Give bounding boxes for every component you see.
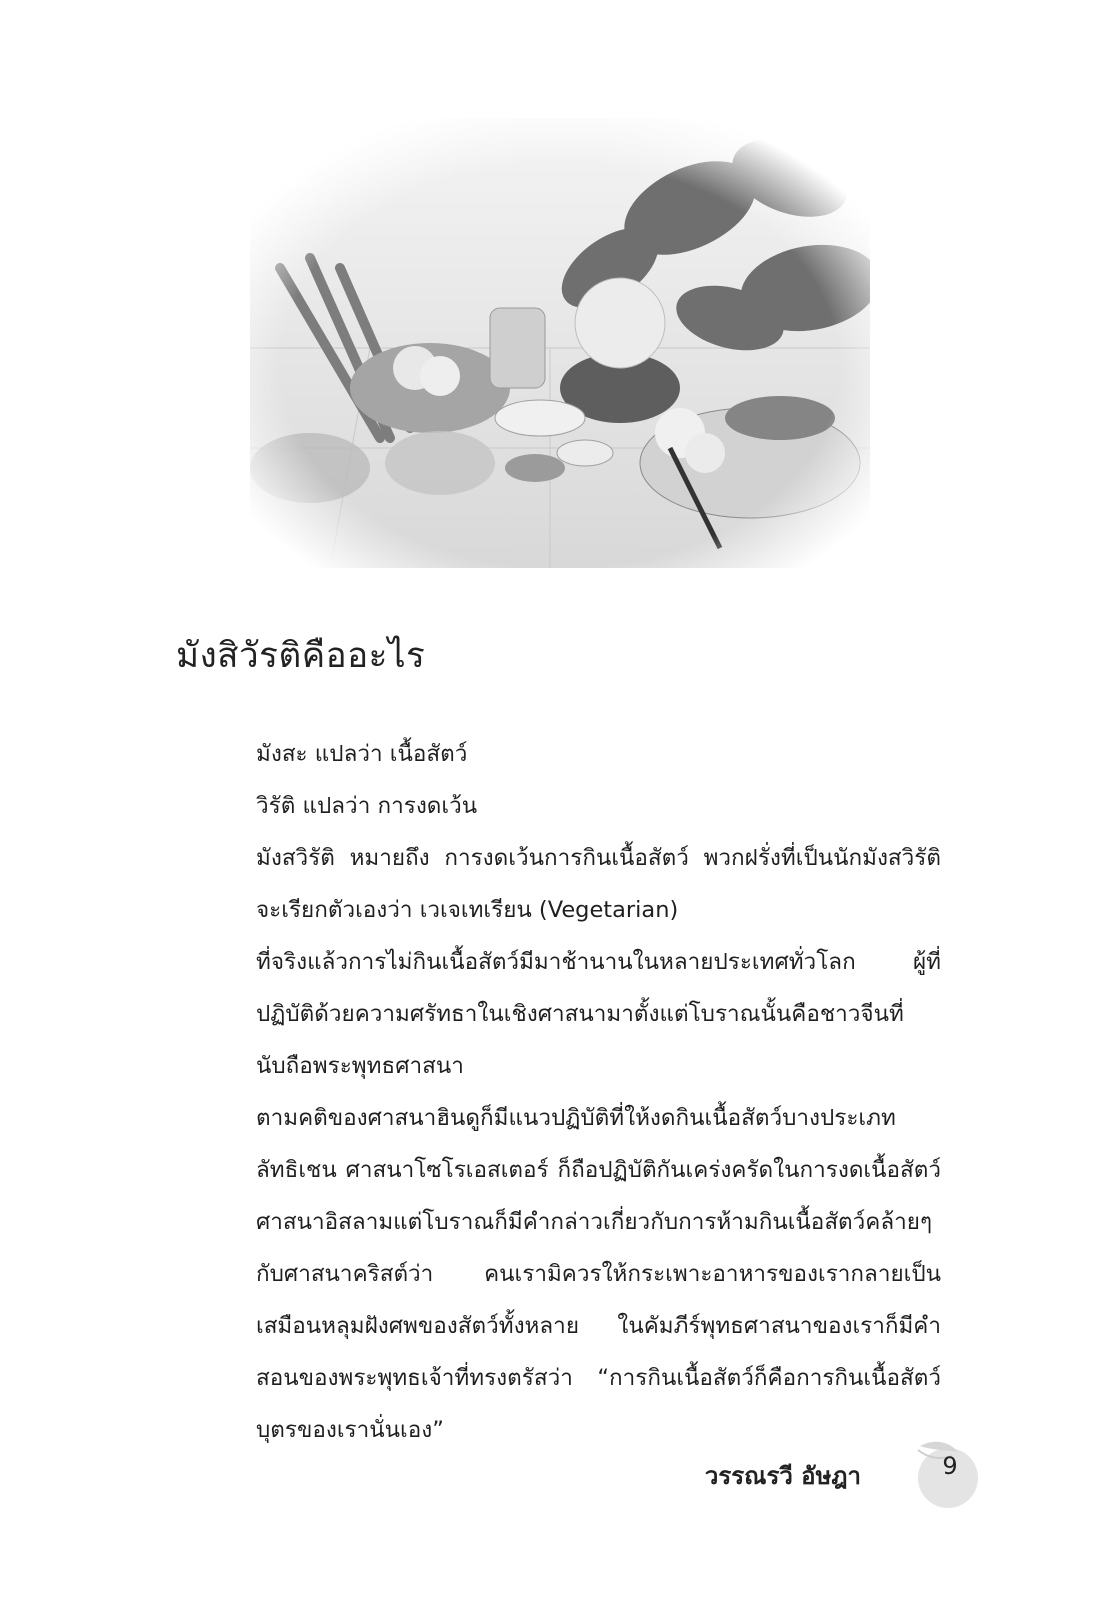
paragraph-definition-mangsa: มังสะ แปลว่า เนื้อสัตว์ [256,741,468,767]
paragraph-history: ที่จริงแล้วการไม่กินเนื้อสัตว์มีมาช้านานในหลายประเทศทั่วโลก ผู้ที่ปฏิบัติด้วยความศรัทธาในเชิงศาสนามาตั้งแต่โบราณนั้นคือชาวจีนที่นับถือพระพุทธศาสนา [256,949,941,1079]
page-number: 9 [942,1452,958,1480]
paragraph-definition-mangsavirati: มังสวิรัติ หมายถึง การงดเว้นการกินเนื้อสัตว์ พวกฝรั่งที่เป็นนักมังสวิรัติจะเรียกตัวเองว่า เวเจเทเรียน (Vegetarian) [256,845,941,923]
article-body [176,728,941,1456]
paragraph-religions: ตามคติของศาสนาฮินดูก็มีแนวปฏิบัติที่ให้งดกินเนื้อสัตว์บางประเภท ลัทธิเชน ศาสนาโซโรเอสเตอร์ ก็ถือปฏิบัติกันเคร่งครัดในการงดเนื้อสัตว์ ศาสนาอิสลามแต่โบราณก็มีคำกล่าวเกี่ยวกับการห้ามกินเนื้อสัตว์คล้ายๆ กับศาสนาคริสต์ว่า คนเรามิควรให้กระเพาะอาหารของเรากลายเป็นเสมือนหลุมฝังศพของสัตว์ทั้งหลาย ในคัมภีร์พุทธศาสนาของเราก็มีคำสอนของพระพุทธเจ้าที่ทรงตรัสว่า “การกินเนื้อสัตว์ก็คือการกินเนื้อสัตว์บุตรของเรานั่นเอง” [256,1105,941,1443]
vegetables-photo [250,118,870,568]
section-heading: มังสิวัรติคืออะไร [176,636,426,676]
paragraph-definition-virati: วิรัติ แปลว่า การงดเว้น [256,793,478,819]
footer-author: วรรณรวี อัษฎา [704,1462,861,1490]
